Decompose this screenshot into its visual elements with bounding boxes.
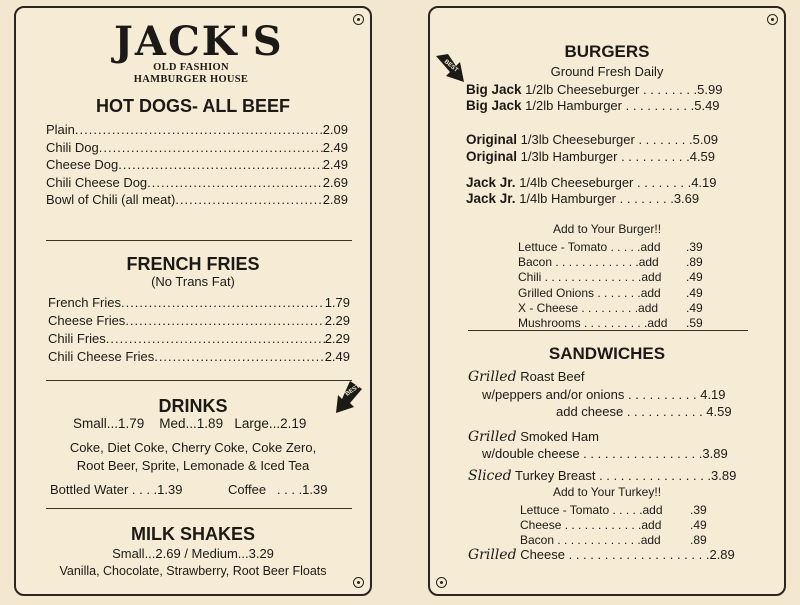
addon-price: .49 [686, 285, 703, 300]
addon-name: Cheese . . . . . . . . . . . .add [520, 518, 662, 532]
burgers-subtitle: Ground Fresh Daily [550, 64, 664, 79]
burger-price: 5.49 [694, 98, 720, 113]
burger-row [466, 98, 720, 113]
dot-leader [175, 192, 322, 207]
item-name: Chili Cheese Fries [48, 349, 155, 364]
dot-leader: . . . . . . . . . . [617, 149, 690, 164]
grilled-cheese-label: Cheese . . . . . . . . . . . . . . . . . . . .2.89 [520, 547, 735, 562]
dot-leader [121, 295, 325, 310]
item-name: Cheese Fries [48, 313, 126, 328]
dot-leader [125, 313, 324, 328]
burger-brand: Original [466, 132, 518, 147]
item-price: 2.09 [322, 122, 348, 137]
roast-beef-line: w/peppers and/or onions . . . . . . . . . . 4.19 [482, 387, 726, 402]
burgers-title: BURGERS [564, 42, 650, 61]
burger-price: 4.19 [691, 175, 717, 190]
dot-leader [75, 122, 323, 137]
addon-price: .59 [686, 316, 703, 330]
addon-name: Lettuce - Tomato . . . . .add [518, 240, 661, 254]
burger-price: 5.99 [697, 82, 723, 97]
menu-item-row [48, 313, 350, 328]
burger-price: 4.59 [689, 149, 716, 164]
dot-leader [147, 175, 323, 190]
burger-brand: Big Jack [466, 98, 522, 113]
dot-leader: . . . . . . . . [639, 82, 698, 97]
burger-desc: 1/4lb Cheeseburger [519, 175, 634, 190]
addon-price: .39 [686, 240, 703, 254]
burger-row [466, 175, 717, 190]
addon-name: Bacon . . . . . . . . . . . . .add [518, 255, 659, 270]
divider [46, 508, 352, 509]
addon-price: .89 [690, 533, 707, 547]
shakes-title: MILK SHAKES [130, 524, 255, 544]
fries-title: FRENCH FRIES [126, 254, 260, 274]
burger-brand: Big Jack [466, 82, 522, 97]
burger-row [466, 191, 699, 206]
burger-desc: 1/3lb Cheeseburger [520, 132, 635, 147]
item-price: 2.69 [322, 174, 348, 190]
drinks-title: DRINKS [158, 396, 228, 416]
burger-brand: Original [466, 149, 518, 164]
shake-flavors: Vanilla, Chocolate, Strawberry, Root Beer Floats [59, 564, 327, 578]
dot-leader: . . . . . . . . [634, 132, 693, 147]
item-name: Cheese Dog [46, 157, 119, 172]
best-badge-text: BEST [344, 383, 362, 398]
coffee: Coffee . . . .1.39 [228, 482, 328, 497]
menu-item-row [46, 122, 348, 137]
menu-item-row [48, 331, 350, 346]
item-name: Bowl of Chili (all meat) [46, 192, 176, 207]
addon-price: .49 [686, 270, 703, 285]
item-price: 2.49 [322, 157, 348, 172]
dot-leader [106, 331, 325, 346]
menu-item-row [46, 175, 348, 190]
turkey-label: Turkey Breast . . . . . . . . . . . . . . . .3.89 [515, 468, 737, 483]
menu-item-row [46, 140, 348, 155]
dot-leader: . . . . . . . . . . [621, 98, 695, 113]
menu-item-row [48, 349, 350, 364]
grilled-script: Grilled [468, 547, 517, 563]
addon-name: X - Cheese . . . . . . . . .add [518, 300, 659, 315]
item-price: 2.89 [322, 192, 348, 207]
dot-leader [154, 349, 324, 364]
addon-price: .39 [690, 503, 707, 517]
item-name: Plain [46, 122, 75, 137]
menu-item-row [46, 157, 348, 172]
addon-price: .89 [686, 255, 703, 270]
item-name: Chili Cheese Dog [46, 174, 148, 190]
item-price: 2.29 [324, 331, 350, 346]
burger-desc: 1/3lb Hamburger [520, 149, 618, 164]
logo-line1: OLD FASHION [153, 62, 229, 73]
hotdogs-title: HOT DOGS- ALL BEEF [95, 96, 290, 116]
best-badge-text: BEST [442, 58, 459, 74]
dot-leader [99, 140, 323, 155]
corner-ornament-icon [353, 14, 364, 25]
burger-row [466, 82, 722, 97]
roast-beef-label: Roast Beef [520, 369, 585, 384]
addon-name: Grilled Onions . . . . . . .add [518, 285, 661, 300]
drink-sizes: Small...1.79 Med...1.89 Large...2.19 [73, 416, 307, 431]
item-price: 2.49 [322, 139, 348, 155]
smoked-ham-label: Smoked Ham [520, 429, 599, 444]
bottled-water: Bottled Water . . . .1.39 [50, 482, 183, 497]
burger-desc: 1/4lb Hamburger [519, 191, 617, 206]
sliced-script: Sliced [468, 468, 512, 484]
item-name: Chili Dog [46, 139, 99, 155]
divider [46, 240, 352, 241]
divider [46, 380, 352, 381]
fries-subtitle: (No Trans Fat) [151, 274, 235, 289]
burger-addons-title: Add to Your Burger!! [552, 222, 662, 236]
logo-line2: HAMBURGER HOUSE [133, 74, 249, 85]
burger-row [466, 132, 718, 147]
corner-ornament-icon [767, 14, 778, 25]
dot-leader: . . . . . . . . [633, 175, 692, 190]
addon-price: .49 [690, 518, 707, 532]
addon-name: Chili . . . . . . . . . . . . . . .add [518, 270, 662, 285]
corner-ornament-icon [436, 577, 447, 588]
addon-name: Mushrooms . . . . . . . . . .add [518, 316, 668, 330]
item-name: French Fries [48, 295, 121, 310]
smoked-ham-line: w/double cheese . . . . . . . . . . . . . . . . .3.89 [482, 446, 728, 461]
addon-name: Lettuce - Tomato . . . . .add [520, 503, 663, 517]
item-price: 1.79 [324, 295, 350, 310]
divider [468, 330, 748, 331]
item-name: Chili Fries [48, 331, 106, 346]
logo-title: JACK'S [114, 18, 284, 65]
item-price: 2.49 [324, 349, 350, 364]
burger-desc: 1/2lb Hamburger [525, 98, 622, 113]
sandwiches-title: SANDWICHES [548, 344, 666, 363]
corner-ornament-icon [353, 577, 364, 588]
burger-brand: Jack Jr. [466, 175, 516, 190]
drink-flavors-2: Root Beer, Sprite, Lemonade & Iced Tea [76, 458, 310, 473]
right-menu-panel [428, 6, 786, 596]
menu-item-row [48, 295, 350, 310]
burger-price: 3.69 [673, 191, 700, 206]
left-menu-panel [14, 6, 372, 596]
turkey-addons-title: Add to Your Turkey!! [552, 485, 662, 499]
grilled-script: Grilled [468, 369, 517, 385]
best-arrow-icon [320, 379, 364, 419]
menu-item-row [46, 192, 348, 207]
roast-beef-cheese: add cheese . . . . . . . . . . . 4.59 [556, 404, 732, 419]
dot-leader: . . . . . . . . [616, 191, 674, 206]
addon-price: .49 [686, 300, 703, 315]
burger-row [466, 149, 715, 164]
dot-leader [118, 157, 322, 172]
addon-name: Bacon . . . . . . . . . . . . .add [520, 533, 661, 547]
shake-sizes: Small...2.69 / Medium...3.29 [112, 546, 274, 561]
grilled-script: Grilled [468, 429, 517, 445]
drink-flavors-1: Coke, Diet Coke, Cherry Coke, Coke Zero, [69, 440, 317, 455]
item-price: 2.29 [324, 313, 350, 328]
burger-desc: 1/2lb Cheeseburger [525, 82, 640, 97]
burger-price: 5.09 [692, 132, 718, 147]
burger-brand: Jack Jr. [466, 191, 516, 206]
